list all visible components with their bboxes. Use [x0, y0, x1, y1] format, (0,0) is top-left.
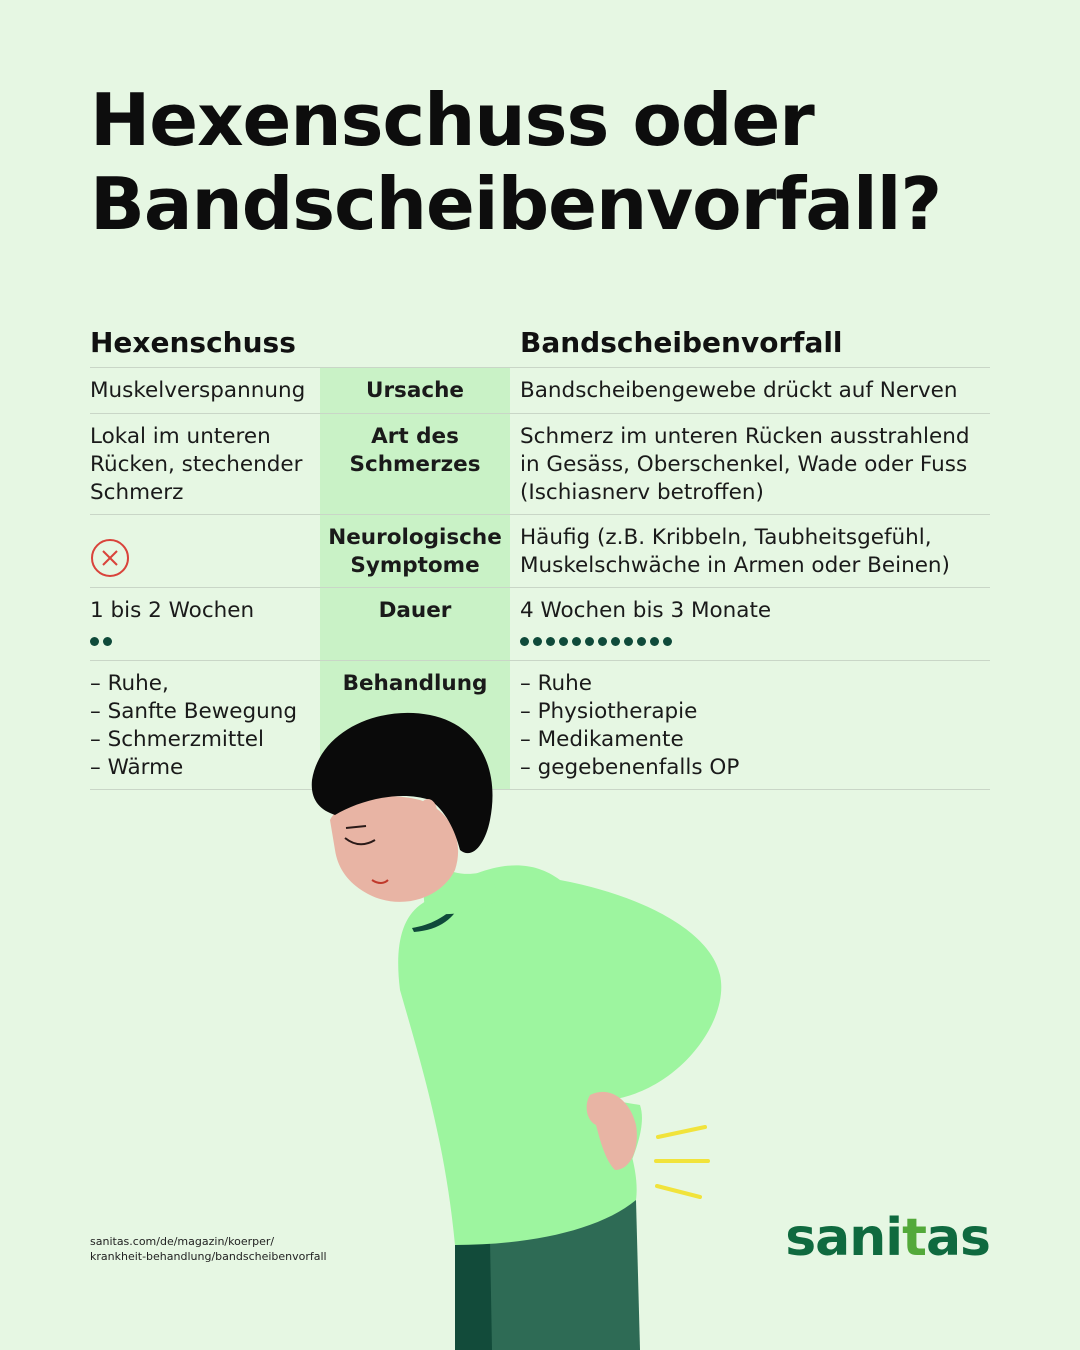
cell-text: Häufig (z.B. Kribbeln, Taubheitsgefühl,: [520, 525, 932, 550]
title-line-1: Hexenschuss oder: [90, 78, 814, 162]
cell-text: – Schmerzmittel: [90, 727, 264, 752]
cell-text: Bandscheibengewebe drückt auf Nerven: [520, 378, 958, 403]
cell-text: – Ruhe,: [90, 671, 169, 696]
label-text: Behandlung: [342, 671, 488, 696]
label-text: Art des: [371, 424, 459, 449]
pain-line: [658, 1127, 705, 1137]
row-left-cell: [90, 670, 315, 782]
face: [330, 796, 458, 902]
title-line-2: Bandscheibenvorfall?: [90, 162, 942, 246]
sanitas-logo: [785, 1208, 990, 1268]
cell-text: – Ruhe: [520, 671, 593, 696]
column-header-right: Bandscheibenvorfall: [520, 326, 843, 359]
cell-text: Schmerz: [90, 480, 184, 505]
label-text: Dauer: [378, 598, 452, 623]
cell-text: – Medikamente: [520, 727, 684, 752]
cell-text: Schmerz im unteren Rücken ausstrahlend: [520, 424, 970, 449]
cell-text: 4 Wochen bis 3 Monate: [520, 598, 772, 623]
logo-text: as: [925, 1208, 990, 1268]
cell-text: Muskelschwäche in Armen oder Beinen): [520, 553, 950, 578]
cell-text: – Physiotherapie: [520, 699, 698, 724]
row-label: [320, 670, 510, 698]
cell-text: in Gesäss, Oberschenkel, Wade oder Fuss: [520, 452, 968, 477]
label-text: Neurologische: [328, 525, 502, 550]
cell-text: Rücken, stechender: [90, 452, 303, 477]
column-header-left: Hexenschuss: [90, 326, 296, 359]
cell-text: Muskelverspannung: [90, 378, 306, 403]
label-text: Symptome: [350, 553, 480, 578]
source-line: sanitas.com/de/magazin/koerper/: [90, 1235, 275, 1248]
cell-text: 1 bis 2 Wochen: [90, 598, 255, 623]
pain-line: [657, 1186, 700, 1197]
cell-text: (Ischiasnerv betroffen): [520, 480, 764, 505]
label-text: Schmerzes: [349, 452, 481, 477]
cell-text: – Sanfte Bewegung: [90, 699, 298, 724]
row-right-cell: [520, 670, 990, 782]
source-url[interactable]: [90, 1234, 327, 1264]
label-text: Ursache: [366, 378, 464, 403]
cell-text: Lokal im unteren: [90, 424, 271, 449]
cell-text: – gegebenenfalls OP: [520, 755, 740, 780]
source-line: krankheit-behandlung/bandscheibenvorfall: [90, 1250, 327, 1263]
logo-text: sani: [785, 1208, 903, 1268]
cell-text: – Wärme: [90, 755, 184, 780]
logo-text-highlight: t: [902, 1208, 926, 1268]
